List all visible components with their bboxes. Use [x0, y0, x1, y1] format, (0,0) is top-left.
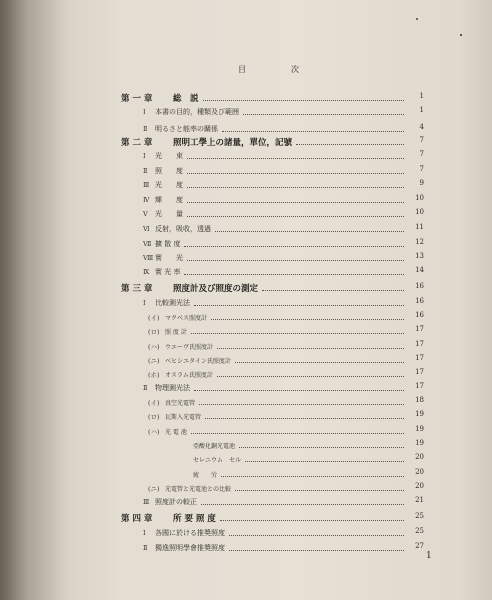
toc-entry-ch3-2a [148, 396, 424, 408]
toc-entry-ch2-1 [143, 150, 424, 162]
toc-entry-page: 1 [419, 92, 424, 100]
toc-entry-label: 光 度 [155, 181, 183, 189]
toc-entry-label: 獨逸照明學會推奬照度 [155, 544, 225, 552]
toc-leader-dots [187, 172, 404, 174]
toc-entry-page: 16 [415, 282, 424, 290]
toc-entry-page: 20 [415, 468, 424, 476]
toc-entry-ch3-1e [148, 368, 424, 380]
toc-entry-page: 17 [415, 368, 424, 376]
toc-entry-ch2-3 [143, 179, 424, 191]
toc-entry-ch3-2c [148, 425, 424, 437]
toc-entry-number: Ⅰ [143, 529, 146, 537]
toc-entry-label: 総 説 [173, 94, 199, 104]
toc-leader-dots [205, 417, 404, 419]
toc-entry-label: 照度計及び照度の測定 [173, 284, 259, 294]
toc-leader-dots [217, 347, 404, 349]
toc-entry-ch1 [121, 92, 424, 104]
toc-entry-page: 10 [415, 194, 424, 202]
toc-entry-ch3-2c3 [148, 468, 424, 480]
toc-entry-page: 17 [415, 382, 424, 390]
toc-entry-label: 明るさと能率の關係 [155, 125, 218, 133]
toc-leader-dots [184, 273, 404, 275]
toc-entry-label: 光 量 [155, 210, 183, 218]
toc-entry-number: 第 三 章 [121, 284, 153, 294]
toc-entry-label: セレニウム セル [193, 456, 241, 464]
toc-entry-page: 19 [415, 425, 424, 433]
toc-entry-label: 照 度 [155, 167, 183, 175]
toc-entry-page: 17 [415, 354, 424, 362]
toc-entry-number: Ⅴ [143, 210, 148, 218]
toc-leader-dots [229, 549, 404, 551]
toc-entry-number: 第 一 章 [121, 94, 153, 104]
toc-leader-dots [243, 113, 404, 115]
toc-entry-number: (ロ) [148, 412, 160, 421]
page-folio: 1 [426, 551, 432, 561]
toc-leader-dots [203, 99, 404, 101]
toc-entry-ch3-1c [148, 340, 424, 352]
toc-entry-label: 實 光 [155, 254, 183, 262]
toc-entry-page: 17 [415, 325, 424, 333]
toc-leader-dots [245, 460, 404, 462]
toc-leader-dots [187, 259, 404, 261]
toc-entry-page: 18 [415, 396, 424, 404]
toc-entry-ch2-4 [143, 194, 424, 206]
toc-entry-ch2 [121, 136, 424, 148]
toc-entry-ch2-7 [143, 238, 424, 250]
toc-entry-number: Ⅸ [143, 268, 150, 276]
toc-entry-ch2-6 [143, 223, 424, 235]
toc-entry-number: Ⅳ [143, 196, 150, 204]
toc-entry-ch2-5 [143, 208, 424, 220]
toc-entry-page: 25 [415, 527, 424, 535]
toc-leader-dots [199, 403, 404, 405]
toc-entry-page: 20 [415, 482, 424, 490]
toc-entry-ch2-8 [143, 252, 424, 264]
toc-leader-dots [296, 143, 404, 145]
toc-leader-dots [262, 289, 404, 291]
toc-entry-page: 21 [415, 496, 424, 504]
toc-entry-label: 疲 労 [193, 471, 218, 479]
toc-entry-ch4-1 [143, 527, 424, 539]
toc-leader-dots [211, 318, 404, 320]
toc-entry-page: 14 [415, 266, 424, 274]
toc-leader-dots [201, 503, 404, 505]
toc-entry-ch4 [121, 512, 424, 524]
toc-entry-page: 16 [415, 297, 424, 305]
toc-entry-page: 7 [419, 136, 424, 144]
toc-entry-ch3-1 [143, 297, 424, 309]
toc-entry-page: 1 [419, 106, 424, 114]
toc-entry-number: Ⅰ [143, 152, 146, 160]
toc-entry-label: 實 光 率 [155, 268, 181, 276]
toc-entry-label: 物理測光法 [155, 384, 190, 392]
toc-entry-ch3-2b [148, 410, 424, 422]
toc-entry-ch4-2 [143, 542, 424, 554]
toc-entry-page: 13 [415, 252, 424, 260]
toc-entry-label: 光 束 [155, 152, 183, 160]
toc-entry-label: 真空光電管 [165, 399, 196, 407]
toc-entry-number: Ⅱ [143, 384, 148, 392]
toc-entry-number: (イ) [148, 398, 160, 407]
toc-entry-label: 反射，吸收，透過 [155, 225, 211, 233]
toc-entry-number: (ハ) [148, 342, 160, 351]
toc-entry-ch3-2 [143, 382, 424, 394]
toc-entry-ch3 [121, 282, 424, 294]
toc-entry-label: 照明工學上の諸量，單位，記號 [173, 138, 293, 148]
toc-entry-ch3-1a [148, 311, 424, 323]
toc-leader-dots [191, 332, 404, 334]
paper-speck [460, 34, 462, 36]
toc-entry-ch3-1d [148, 354, 424, 366]
toc-leader-dots [194, 389, 404, 391]
toc-entry-ch2-9 [143, 266, 424, 278]
toc-leader-dots [221, 475, 404, 477]
toc-entry-label: 光電管と光電池との比較 [165, 485, 232, 493]
toc-entry-label: 輝 度 [155, 196, 183, 204]
toc-leader-dots [229, 534, 404, 536]
toc-leader-dots [187, 186, 404, 188]
toc-leader-dots [222, 130, 404, 132]
toc-entry-number: Ⅶ [143, 240, 152, 248]
toc-entry-number: Ⅲ [143, 498, 150, 506]
toc-entry-number: 第 二 章 [121, 138, 153, 148]
toc-entry-label: 瓦斯入光電管 [165, 413, 202, 421]
toc-leader-dots [194, 304, 404, 306]
toc-entry-label: 擴 散 度 [155, 240, 181, 248]
toc-entry-page: 12 [415, 238, 424, 246]
toc-leader-dots [239, 446, 404, 448]
toc-leader-dots [187, 201, 404, 203]
toc-entry-page: 9 [419, 179, 424, 187]
toc-leader-dots [215, 230, 404, 232]
heading-char-left: 目 [238, 65, 246, 74]
toc-entry-number: (ニ) [148, 356, 160, 365]
toc-leader-dots [187, 157, 404, 159]
toc-entry-number: Ⅲ [143, 181, 150, 189]
toc-entry-number: 第 四 章 [121, 514, 153, 524]
toc-entry-label: 所 要 照 度 [173, 514, 216, 524]
toc-leader-dots [191, 432, 404, 434]
toc-entry-number: (ホ) [148, 370, 160, 379]
toc-entry-page: 7 [419, 150, 424, 158]
toc-entry-ch3-2d [148, 482, 424, 494]
toc-entry-page: 19 [415, 410, 424, 418]
toc-entry-label: ベヒシユタイン氏照度計 [165, 357, 231, 365]
toc-entry-number: (ニ) [148, 484, 160, 493]
toc-entry-label: 照度計の較正 [155, 498, 197, 506]
toc-entry-number: (ハ) [148, 427, 160, 436]
page-gutter-shadow [0, 0, 70, 600]
toc-entry-ch2-2 [143, 165, 424, 177]
toc-leader-dots [235, 361, 404, 363]
toc-entry-label: 比較測光法 [155, 299, 190, 307]
toc-leader-dots [217, 375, 404, 377]
toc-entry-number: Ⅵ [143, 225, 150, 233]
toc-entry-page: 4 [419, 123, 424, 131]
toc-entry-number: Ⅱ [143, 167, 148, 175]
toc-entry-number: Ⅱ [143, 544, 148, 552]
toc-entry-label: 照 度 計 [165, 328, 187, 336]
toc-entry-page: 27 [415, 542, 424, 550]
toc-entry-page: 17 [415, 340, 424, 348]
toc-entry-page: 20 [415, 453, 424, 461]
toc-entry-page: 11 [415, 223, 424, 231]
toc-entry-label: 光 電 池 [165, 428, 187, 436]
toc-leader-dots [187, 215, 404, 217]
toc-entry-number: Ⅰ [143, 299, 146, 307]
toc-entry-label: オスラム氏照度計 [165, 371, 213, 379]
toc-entry-page: 25 [415, 512, 424, 520]
toc-entry-number: Ⅷ [143, 254, 154, 262]
toc-entry-ch3-2c1 [148, 439, 424, 451]
toc-entry-page: 7 [419, 165, 424, 173]
toc-entry-label: 各國に於ける推奬照度 [155, 529, 225, 537]
toc-entry-label: 本書の目的，種類及び範囲 [155, 108, 239, 116]
heading-char-right: 次 [291, 65, 299, 74]
toc-leader-dots [184, 245, 404, 247]
toc-entry-ch3-2c2 [148, 453, 424, 465]
toc-entry-page: 16 [415, 311, 424, 319]
toc-entry-number: (ロ) [148, 327, 160, 336]
toc-entry-number: (イ) [148, 313, 160, 322]
toc-entry-page: 10 [415, 208, 424, 216]
toc-entry-ch1-2 [143, 123, 424, 135]
toc-leader-dots [220, 519, 404, 521]
toc-entry-ch3-1b [148, 325, 424, 337]
toc-entry-number: Ⅱ [143, 125, 148, 133]
toc-leader-dots [235, 489, 404, 491]
toc-entry-label: 亞酸化銅光電池 [193, 442, 236, 450]
toc-entry-page: 19 [415, 439, 424, 447]
toc-entry-label: マクベス照度計 [165, 314, 208, 322]
toc-entry-ch1-1 [143, 106, 424, 118]
toc-entry-label: ウエーヴ氏照度計 [165, 343, 214, 351]
toc-entry-number: Ⅰ [143, 108, 146, 116]
paper-speck [416, 18, 418, 20]
toc-entry-ch3-3 [143, 496, 424, 508]
